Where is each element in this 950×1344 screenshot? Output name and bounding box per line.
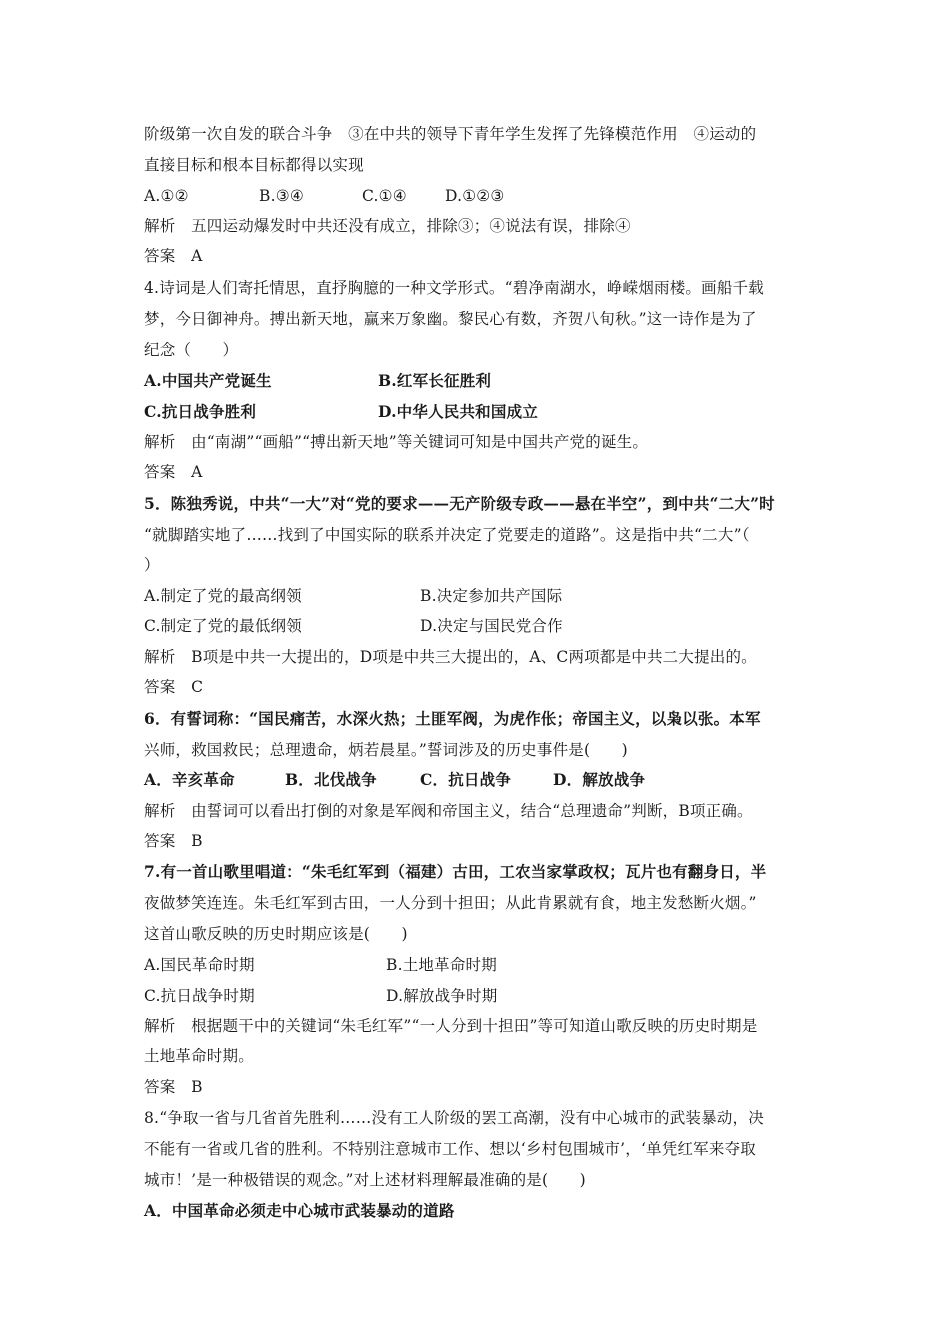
q3-option-d: D.①②③ xyxy=(445,187,505,205)
q8-stem-line-3: 城市！’是一种极错误的观念。”对上述材料理解最准确的是( ) xyxy=(144,1171,586,1189)
q3-option-c: C.①④ xyxy=(362,187,407,205)
q7-analysis-line-2: 土地革命时期。 xyxy=(144,1047,254,1065)
q3-answer: 答案 A xyxy=(144,247,203,265)
q7-option-c: C.抗日战争时期 xyxy=(144,987,255,1005)
q4-stem-line-3: 纪念（ ） xyxy=(144,341,239,359)
q6-option-c: C．抗日战争 xyxy=(420,770,512,789)
q5-stem-line-3: ） xyxy=(144,556,160,574)
q6-stem-line-2: 兴师，救国救民；总理遗命，炳若晨星。”誓词涉及的历史事件是( ) xyxy=(144,741,628,759)
q6-option-d: D．解放战争 xyxy=(553,770,646,789)
q4-answer: 答案 A xyxy=(144,463,203,481)
q7-answer: 答案 B xyxy=(144,1078,203,1096)
q7-option-a: A.国民革命时期 xyxy=(144,956,255,974)
q8-stem-line-1: 8.“争取一省与几省首先胜利……没有工人阶级的罢工高潮，没有中心城市的武装暴动，决 xyxy=(144,1109,764,1127)
q7-option-b: B.土地革命时期 xyxy=(386,956,497,974)
q4-option-d: D.中华人民共和国成立 xyxy=(378,402,538,421)
q6-stem-line-1: 6．有誓词称：“国民痛苦，水深火热；土匪军阀，为虎作伥；帝国主义，以枭以张。本军 xyxy=(144,709,761,728)
q7-stem-line-1: 7.有一首山歌里唱道：“朱毛红军到（福建）古田，工农当家掌政权；瓦片也有翻身日，半 xyxy=(144,862,767,881)
q6-option-a: A．辛亥革命 xyxy=(144,770,235,789)
q3-analysis: 解析 五四运动爆发时中共还没有成立，排除③；④说法有误，排除④ xyxy=(144,217,631,235)
q7-option-d: D.解放战争时期 xyxy=(386,987,498,1005)
q8-option-a: A．中国革命必须走中心城市武装暴动的道路 xyxy=(144,1201,455,1220)
q6-analysis: 解析 由誓词可以看出打倒的对象是军阀和帝国主义，结合“总理遗命”判断，B项正确。 xyxy=(144,802,753,820)
q5-stem-line-2: “就脚踏实地了……找到了中国实际的联系并决定了党要走的道路”。这是指中共“二大”（ xyxy=(144,526,750,544)
q3-stem-line-2: 直接目标和根本目标都得以实现 xyxy=(144,156,364,174)
q7-analysis-line-1: 解析 根据题干中的关键词“朱毛红军”“一人分到十担田”等可知道山歌反映的历史时期是 xyxy=(144,1017,758,1035)
q7-stem-line-3: 这首山歌反映的历史时期应该是( ) xyxy=(144,925,408,943)
q5-option-c: C.制定了党的最低纲领 xyxy=(144,617,302,635)
q5-option-a: A.制定了党的最高纲领 xyxy=(144,587,302,605)
q4-option-c: C.抗日战争胜利 xyxy=(144,402,257,421)
q5-analysis: 解析 B项是中共一大提出的，D项是中共三大提出的，A、C两项都是中共二大提出的。 xyxy=(144,648,757,666)
q5-option-b: B.决定参加共产国际 xyxy=(420,587,563,605)
q6-option-b: B．北伐战争 xyxy=(285,770,377,789)
q6-answer: 答案 B xyxy=(144,832,203,850)
q7-stem-line-2: 夜做梦笑连连。朱毛红军到古田，一人分到十担田；从此肯累就有食，地主发愁断火烟。” xyxy=(144,894,757,912)
q5-option-d: D.决定与国民党合作 xyxy=(420,617,563,635)
q3-option-b: B.③④ xyxy=(259,187,304,205)
q4-stem-line-2: 梦，今日御神舟。搏出新天地，赢来万象幽。黎民心有数，齐贺八旬秋。”这一诗作是为了 xyxy=(144,310,757,328)
q4-analysis: 解析 由“南湖”“画船”“搏出新天地”等关键词可知是中国共产党的诞生。 xyxy=(144,433,649,451)
q4-stem-line-1: 4.诗词是人们寄托情思，直抒胸臆的一种文学形式。“碧净南湖水，峥嵘烟雨楼。画船千载 xyxy=(144,279,764,297)
q3-stem-line-1: 阶级第一次自发的联合斗争 ③在中共的领导下青年学生发挥了先锋模范作用 ④运动的 xyxy=(144,125,757,143)
q5-answer: 答案 C xyxy=(144,678,204,696)
q4-option-a: A.中国共产党诞生 xyxy=(144,371,272,390)
q5-stem-line-1: 5．陈独秀说，中共“一大”对“党的要求——无产阶级专政——悬在半空”，到中共“二大”时 xyxy=(144,494,775,513)
q3-option-a: A.①② xyxy=(144,187,189,205)
q8-stem-line-2: 不能有一省或几省的胜利。不特别注意城市工作、想以‘乡村包围城市’，‘单凭红军来夺取 xyxy=(144,1140,756,1158)
q4-option-b: B.红军长征胜利 xyxy=(378,371,492,390)
